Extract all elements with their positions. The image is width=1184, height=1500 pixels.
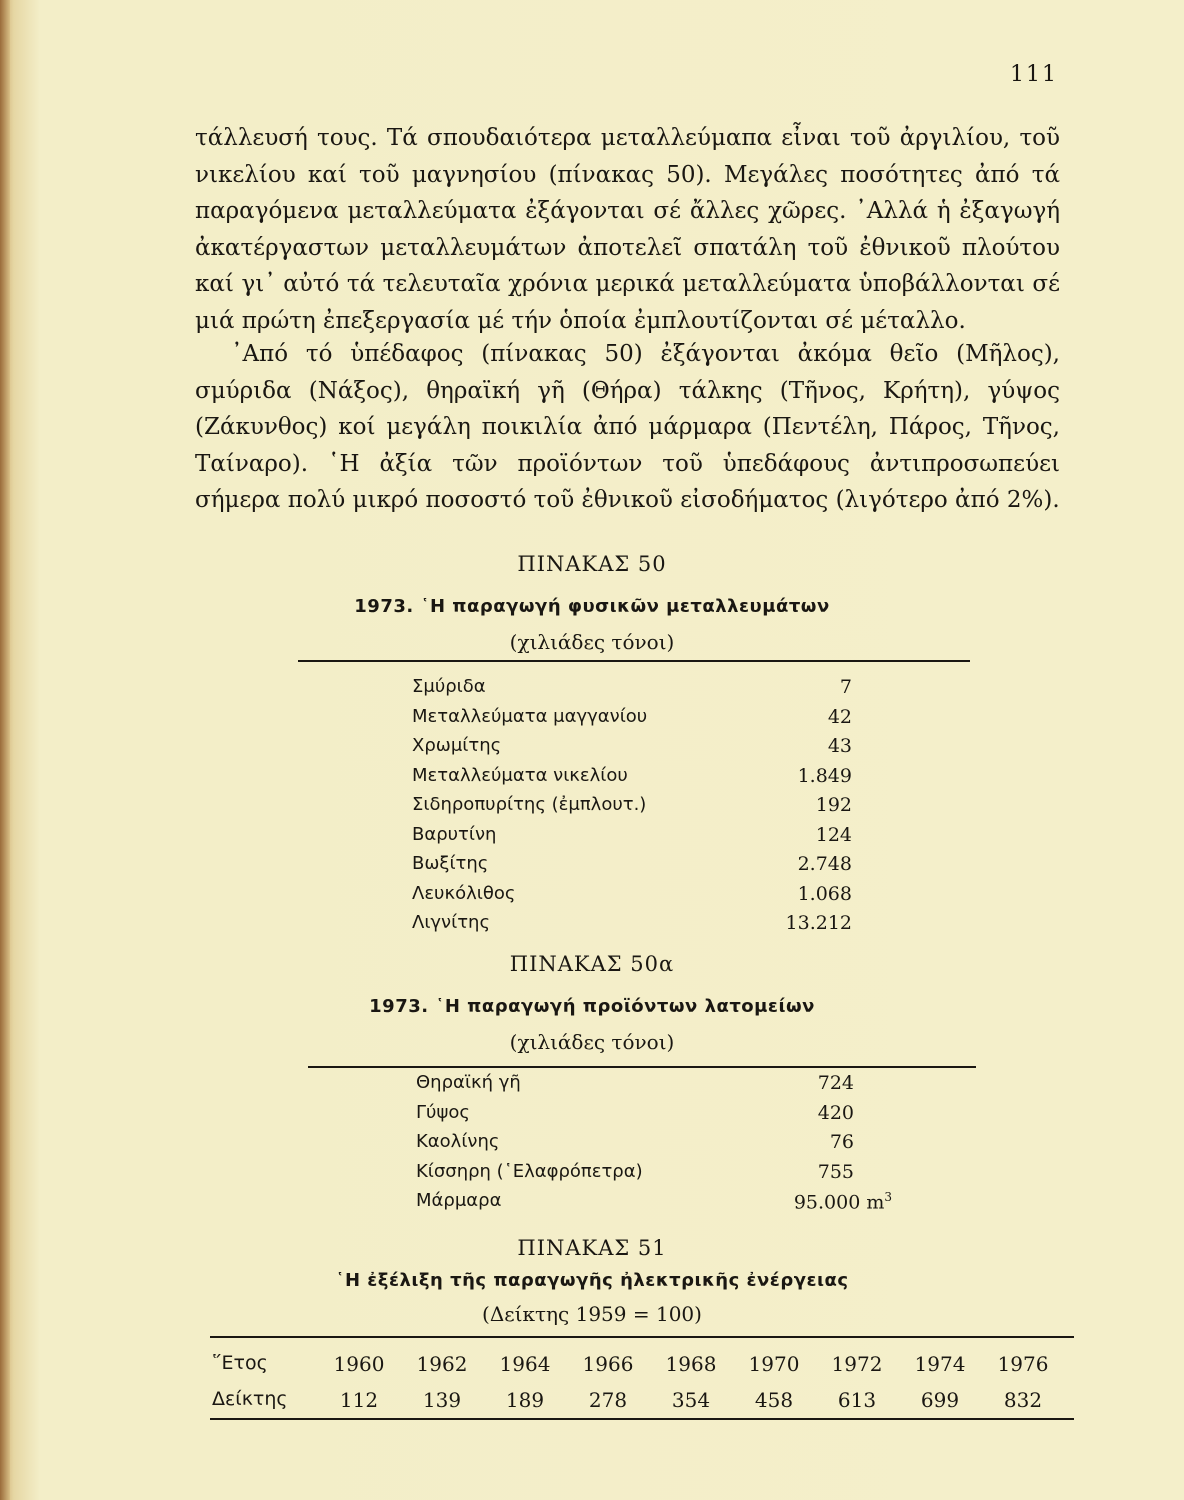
table-51-title: ΠΙΝΑΚΑΣ 51 [517,1236,667,1260]
table-row [412,765,852,795]
table-51-unit: (Δείκτης 1959 = 100) [482,1302,702,1326]
row-name: Σιδηροπυρίτης (ἐμπλουτ.) [412,794,647,815]
table-row [416,1131,892,1161]
table-row [412,853,852,883]
row-value: 13.212 [785,912,852,934]
index-cell: 139 [422,1388,462,1412]
table-50a-rule [308,1066,976,1068]
row-value [794,1190,892,1213]
index-cell: 613 [837,1388,877,1412]
unit-exponent: 3 [884,1190,892,1204]
table-row [416,1190,892,1220]
table-row [412,706,852,736]
year-cell: 1970 [748,1352,800,1376]
year-cell: 1966 [582,1352,634,1376]
table-51-caption: ῾Η ἐξέλιξη τῆς παραγωγῆς ἠλεκτρικῆς ἐνέργειας [335,1270,849,1291]
index-cell: 699 [920,1388,960,1412]
table-row [416,1102,892,1132]
table-50-title: ΠΙΝΑΚΑΣ 50 [517,552,667,576]
row-name: Μεταλλεύματα νικελίου [412,764,628,786]
table-row [416,1072,892,1102]
table-row [412,735,852,765]
table-51-year-row [212,1352,1067,1384]
row-name: Θηραϊκή γῆ [416,1072,521,1093]
table-51-top-rule [210,1336,1074,1338]
index-cell: 832 [1003,1388,1043,1412]
year-cell: 1960 [333,1352,385,1376]
table-50-rows [412,676,852,942]
table-50-unit: (χιλιάδες τόνοι) [509,630,675,654]
row-value: 76 [829,1131,854,1153]
table-row [412,824,852,854]
year-cell: 1972 [831,1352,883,1376]
row-name: Καολίνης [416,1131,500,1152]
table-50-caption: 1973. ῾Η παραγωγή φυσικῶν μεταλλευμάτων [354,596,830,617]
row-name: Γύψος [416,1101,470,1123]
paragraph-1: τάλλευσή τους. Τά σπουδαιότερα μεταλλεύμαπα εἶναι τοῦ ἀργιλίου, τοῦ νικελίου καί τοῦ μαγνησίου (πίνακας 50). Μεγάλες ποσότητες ἀπό τά παραγόμενα μεταλλεύματα ἐξάγονται σέ ἄλλες χῶρες. ᾿Αλλά ἡ ἐξαγωγή ἀκατέργαστων μεταλλευμάτων ἀποτελεῖ σπατάλη τοῦ ἐθνικοῦ πλούτου καί γι᾿ αὐτό τά τελευταῖα χρόνια μερικά μεταλλεύματα ὑποβάλλονται σέ μιά πρώτη ἐπεξεργασία μέ τήν ὁποία ἐμπλουτίζονται σέ μέταλλο. [195,125,1060,334]
index-cell: 189 [505,1388,545,1412]
year-label: ῞Ετος [212,1352,268,1374]
index-cell: 112 [339,1388,379,1412]
row-name: Λιγνίτης [412,912,491,933]
index-cell: 354 [671,1388,711,1412]
year-cell: 1964 [499,1352,551,1376]
index-cell: 278 [588,1388,628,1412]
row-name: Λευκόλιθος [412,882,516,904]
page-number: 111 [1010,62,1058,87]
table-50a-title: ΠΙΝΑΚΑΣ 50α [509,952,675,976]
marble-value: 95.000 m [793,1191,885,1214]
row-name: Σμύριδα [412,676,486,697]
row-name: Βαρυτίνη [412,823,497,845]
row-value: 1.068 [797,882,852,905]
row-value: 192 [815,794,852,816]
table-50-rule [298,660,970,662]
table-row [412,676,852,706]
row-value: 1.849 [797,764,852,787]
year-cell: 1962 [416,1352,468,1376]
table-row [412,794,852,824]
table-51-index-row [212,1388,1067,1420]
paragraph-2: ᾿Από τό ὑπέδαφος (πίνακας 50) ἐξάγονται ἀκόμα θεῖο (Μῆλος), σμύριδα (Νάξος), θηραϊκή γῆ (Θήρα) τάλκης (Τῆνος, Κρήτη), γύψος (Ζάκυνθος) κοί μεγάλη ποικιλία ἀπό μάρμαρα (Πεντέλη, Πάρος, Τῆνος, Ταίναρο). ῾Η ἀξία τῶν προϊόντων τοῦ ὑπεδάφους ἀντιπροσωπεύει σήμερα πολύ μικρό ποσοστό τοῦ ἐθνικοῦ εἰσοδήματος (λιγότερο ἀπό 2%). [195,341,1060,513]
index-label: Δείκτης [212,1388,288,1410]
row-name: Βωξίτης [412,853,489,874]
row-value: 420 [817,1101,854,1124]
row-value: 755 [817,1160,854,1183]
row-value: 124 [815,823,852,846]
index-cell: 458 [754,1388,794,1412]
row-name: Μάρμαρα [416,1190,502,1211]
table-50a-rows [416,1072,892,1220]
table-row [412,883,852,913]
table-row [416,1161,892,1191]
table-row [412,912,852,942]
table-51-bottom-rule [210,1418,1074,1420]
row-value: 42 [827,705,852,728]
table-50a-unit: (χιλιάδες τόνοι) [509,1030,675,1054]
row-value: 2.748 [797,853,852,875]
year-cell: 1976 [997,1352,1049,1376]
year-cell: 1974 [914,1352,966,1376]
row-value: 7 [839,676,852,698]
row-name: Μεταλλεύματα μαγγανίου [412,705,648,727]
row-name: Χρωμίτης [412,735,502,756]
table-50a-caption: 1973. ῾Η παραγωγή προϊόντων λατομείων [369,996,815,1017]
row-value: 724 [817,1072,854,1094]
row-value: 43 [827,735,852,757]
row-name: Κίσσηρη (῾Ελαφρόπετρα) [416,1160,643,1182]
year-cell: 1968 [665,1352,717,1376]
